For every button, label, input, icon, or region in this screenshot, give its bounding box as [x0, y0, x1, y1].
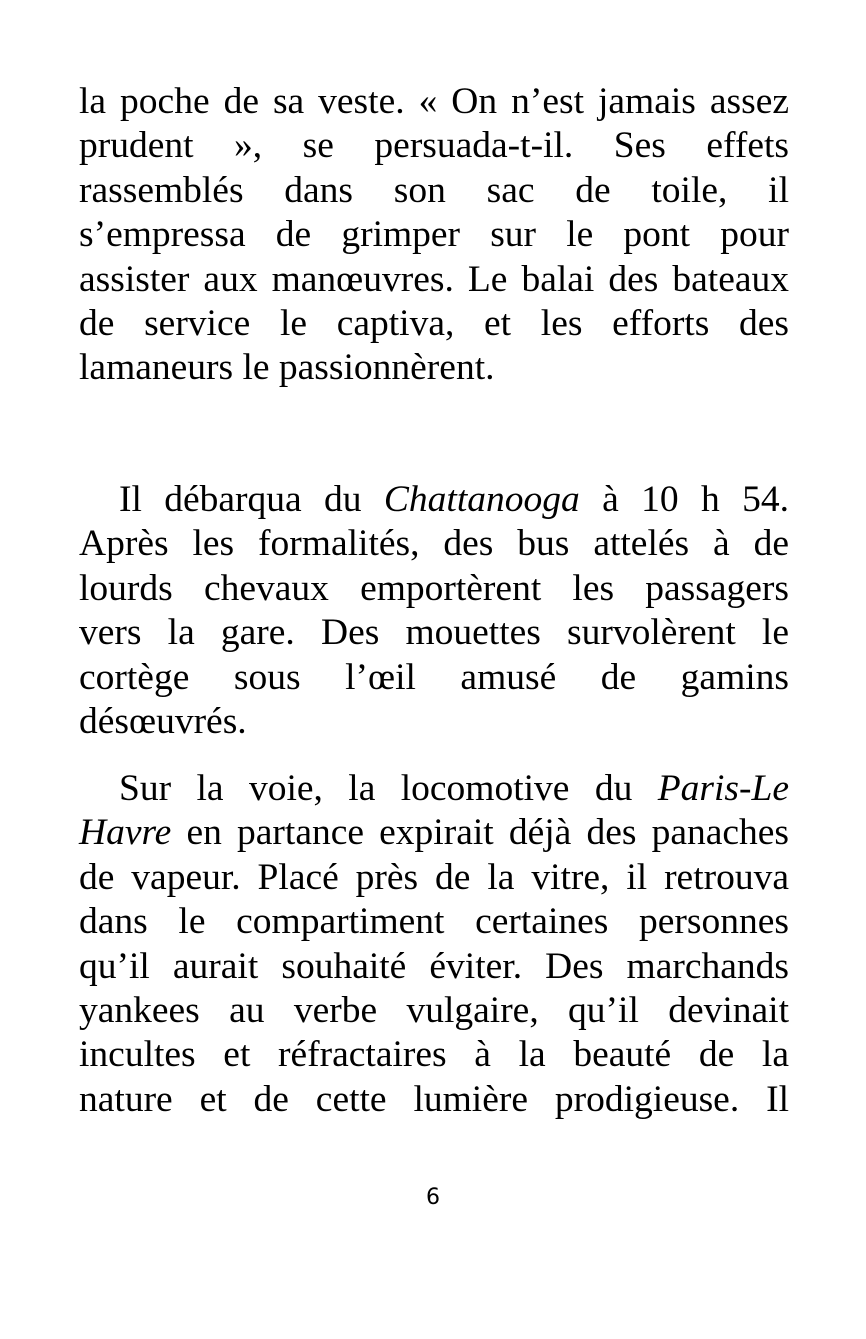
text-run: en partance expirait déjà des panaches — [171, 812, 789, 854]
page-number: 6 — [426, 1185, 440, 1210]
text-line — [79, 811, 789, 855]
text-run: Il débarqua du — [119, 479, 384, 520]
paragraph-1 — [79, 80, 789, 391]
text-line-first — [79, 767, 789, 811]
text-line: lamaneurs le passionnèrent. — [79, 347, 495, 389]
text-run: Sur la voie, la locomotive du — [119, 768, 658, 809]
text-line: dans le compartiment certaines personnes — [79, 901, 789, 943]
text-line: qu’il aurait souhaité éviter. Des marchands — [79, 945, 789, 987]
train-name-italic: Paris-Le — [657, 768, 789, 809]
text-line: désœuvrés. — [79, 700, 247, 742]
text-run: à 10 h 54. — [579, 479, 789, 520]
text-line-first — [79, 478, 789, 522]
text-line: prudent », se persuada-t-il. Ses effets — [79, 125, 789, 167]
text-line: rassemblés dans son sac de toile, il — [79, 169, 789, 211]
text-line: assister aux manœuvres. Le balai des bateaux — [79, 258, 789, 300]
text-line: yankees au verbe vulgaire, qu’il devinait — [79, 989, 789, 1031]
paragraph-2 — [79, 478, 789, 744]
text-line: nature et de cette lumière prodigieuse. Il — [79, 1078, 789, 1120]
text-line: cortège sous l’œil amusé de gamins — [79, 656, 789, 698]
train-name-italic-cont: Havre — [79, 812, 172, 854]
text-line: lourds chevaux emportèrent les passagers — [79, 567, 789, 609]
paragraph-3 — [79, 767, 789, 1122]
text-line: incultes et réfractaires à la beauté de la — [79, 1034, 789, 1076]
text-line: vers la gare. Des mouettes survolèrent le — [79, 612, 789, 654]
text-line: de vapeur. Placé près de la vitre, il retrouva — [79, 856, 789, 898]
text-line: la poche de sa veste. « On n’est jamais assez — [79, 81, 789, 122]
text-line: s’empressa de grimper sur le pont pour — [79, 214, 789, 256]
text-line: Après les formalités, des bus attelés à de — [79, 523, 789, 565]
text-line: de service le captiva, et les efforts des — [79, 302, 789, 344]
ship-name-italic: Chattanooga — [383, 479, 580, 520]
